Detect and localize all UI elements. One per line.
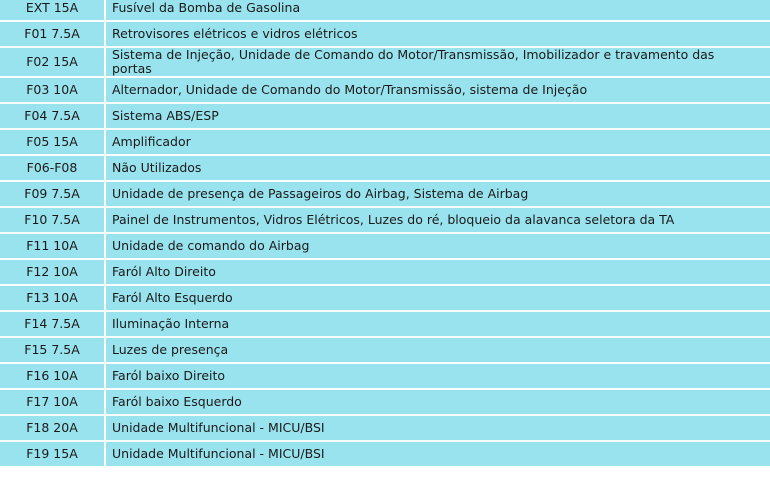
fuse-code: F12 10A (0, 260, 106, 284)
fuse-code: F02 15A (0, 48, 106, 76)
table-row (0, 416, 770, 440)
table-row (0, 182, 770, 206)
fuse-code: F03 10A (0, 78, 106, 102)
fuse-description: Alternador, Unidade de Comando do Motor/Transmissão, sistema de Injeção (106, 78, 770, 102)
fuse-description: Painel de Instrumentos, Vidros Elétricos, Luzes do ré, bloqueio da alavanca seletora da TA (106, 208, 770, 232)
table-row (0, 260, 770, 284)
table-row (0, 78, 770, 102)
fuse-description: Fusível da Bomba de Gasolina (106, 0, 770, 20)
fuse-code: F14 7.5A (0, 312, 106, 336)
table-row (0, 442, 770, 466)
fuse-description: Amplificador (106, 130, 770, 154)
fuse-description: Iluminação Interna (106, 312, 770, 336)
fuse-description: Faról baixo Esquerdo (106, 390, 770, 414)
fuse-code: F19 15A (0, 442, 106, 466)
fuse-code: F18 20A (0, 416, 106, 440)
table-row (0, 234, 770, 258)
table-row (0, 364, 770, 388)
table-row (0, 0, 770, 20)
table-row (0, 208, 770, 232)
fuse-code: F06-F08 (0, 156, 106, 180)
fuse-code: F09 7.5A (0, 182, 106, 206)
fuse-description: Faról Alto Esquerdo (106, 286, 770, 310)
fuse-description: Sistema ABS/ESP (106, 104, 770, 128)
table-row (0, 130, 770, 154)
fuse-description: Unidade Multifuncional - MICU/BSI (106, 416, 770, 440)
table-row (0, 48, 770, 76)
table-row (0, 104, 770, 128)
fuse-code: EXT 15A (0, 0, 106, 20)
table-row (0, 22, 770, 46)
fuse-code: F01 7.5A (0, 22, 106, 46)
fuse-description: Unidade de presença de Passageiros do Airbag, Sistema de Airbag (106, 182, 770, 206)
fuse-code: F15 7.5A (0, 338, 106, 362)
fuse-code: F13 10A (0, 286, 106, 310)
fuse-code: F16 10A (0, 364, 106, 388)
fuse-code: F10 7.5A (0, 208, 106, 232)
fuse-description: Faról Alto Direito (106, 260, 770, 284)
fuse-description: Retrovisores elétricos e vidros elétricos (106, 22, 770, 46)
fuse-description: Unidade de comando do Airbag (106, 234, 770, 258)
fuse-code: F17 10A (0, 390, 106, 414)
fuse-description: Faról baixo Direito (106, 364, 770, 388)
fuse-description: Unidade Multifuncional - MICU/BSI (106, 442, 770, 466)
fuse-description: Luzes de presença (106, 338, 770, 362)
fuse-description: Não Utilizados (106, 156, 770, 180)
fuse-code: F11 10A (0, 234, 106, 258)
fuse-description: Sistema de Injeção, Unidade de Comando do Motor/Transmissão, Imobilizador e travamento das portas (106, 48, 770, 76)
table-row (0, 338, 770, 362)
fuse-code: F05 15A (0, 130, 106, 154)
table-row (0, 390, 770, 414)
table-row (0, 312, 770, 336)
table-row (0, 156, 770, 180)
table-row (0, 286, 770, 310)
fuse-code: F04 7.5A (0, 104, 106, 128)
